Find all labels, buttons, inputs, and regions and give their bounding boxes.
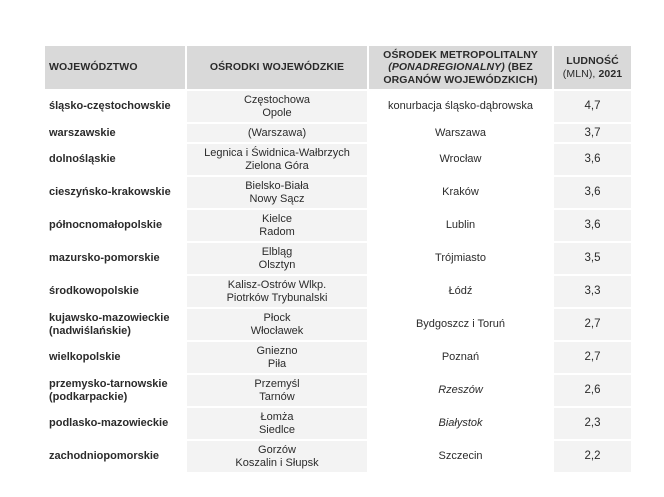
table-row [45, 124, 631, 144]
population-cell: 2,7 [554, 342, 631, 375]
metropolitan-center-cell: Szczecin [369, 441, 554, 474]
metropolitan-center-cell: Łódź [369, 276, 554, 309]
regional-centers-cell: Kielce Radom [187, 210, 369, 243]
population-cell: 2,6 [554, 375, 631, 408]
voivodeship-table [45, 46, 631, 474]
region-name-cell: podlasko-mazowieckie [45, 408, 187, 441]
population-cell: 4,7 [554, 91, 631, 124]
population-cell: 2,7 [554, 309, 631, 342]
metropolitan-center-cell: Rzeszów [369, 375, 554, 408]
population-cell: 3,7 [554, 124, 631, 144]
region-name-cell: mazursko-pomorskie [45, 243, 187, 276]
population-cell: 2,2 [554, 441, 631, 474]
regional-centers-cell: Częstochowa Opole [187, 91, 369, 124]
regional-centers-cell: Bielsko-Biała Nowy Sącz [187, 177, 369, 210]
population-cell: 3,6 [554, 210, 631, 243]
metropolitan-center-cell: Warszawa [369, 124, 554, 144]
metropolitan-center-cell: Kraków [369, 177, 554, 210]
metropolitan-center-cell: Bydgoszcz i Toruń [369, 309, 554, 342]
metropolitan-center-cell: konurbacja śląsko-dąbrowska [369, 91, 554, 124]
population-cell: 3,5 [554, 243, 631, 276]
region-name-cell: cieszyńsko-krakowskie [45, 177, 187, 210]
table-row [45, 441, 631, 474]
metropolitan-center-cell: Białystok [369, 408, 554, 441]
voivodeship-table-container [45, 46, 631, 474]
table-row [45, 210, 631, 243]
region-name-cell: środkowopolskie [45, 276, 187, 309]
table-row [45, 408, 631, 441]
metropolitan-center-cell: Poznań [369, 342, 554, 375]
table-header-row [45, 46, 631, 91]
population-cell: 3,6 [554, 177, 631, 210]
header-metro: OŚRODEK METROPOLITALNY (PONADREGIONALNY) (BEZ ORGANÓW WOJEWÓDZKICH) [369, 46, 554, 91]
table-row [45, 309, 631, 342]
table-body [45, 91, 631, 474]
header-region: WOJEWÓDZTWO [45, 46, 187, 91]
population-cell: 3,6 [554, 144, 631, 177]
region-name-cell: dolnośląskie [45, 144, 187, 177]
regional-centers-cell: Płock Włocławek [187, 309, 369, 342]
region-name-cell: warszawskie [45, 124, 187, 144]
regional-centers-cell: (Warszawa) [187, 124, 369, 144]
region-name-cell: północnomałopolskie [45, 210, 187, 243]
regional-centers-cell: Gorzów Koszalin i Słupsk [187, 441, 369, 474]
header-centers: OŚRODKI WOJEWÓDZKIE [187, 46, 369, 91]
region-name-cell: kujawsko-mazowieckie (nadwiślańskie) [45, 309, 187, 342]
metropolitan-center-cell: Lublin [369, 210, 554, 243]
regional-centers-cell: Gniezno Piła [187, 342, 369, 375]
table-row [45, 144, 631, 177]
metropolitan-center-cell: Wrocław [369, 144, 554, 177]
metropolitan-center-cell: Trójmiasto [369, 243, 554, 276]
table-row [45, 243, 631, 276]
region-name-cell: wielkopolskie [45, 342, 187, 375]
regional-centers-cell: Kalisz-Ostrów Wlkp. Piotrków Trybunalski [187, 276, 369, 309]
regional-centers-cell: Legnica i Świdnica-Wałbrzych Zielona Góra [187, 144, 369, 177]
population-cell: 3,3 [554, 276, 631, 309]
region-name-cell: przemysko-tarnowskie (podkarpackie) [45, 375, 187, 408]
regional-centers-cell: Łomża Siedlce [187, 408, 369, 441]
table-row [45, 177, 631, 210]
table-row [45, 375, 631, 408]
regional-centers-cell: Elbląg Olsztyn [187, 243, 369, 276]
table-row [45, 91, 631, 124]
header-population: LUDNOŚĆ (MLN), 2021 [554, 46, 631, 91]
regional-centers-cell: Przemyśl Tarnów [187, 375, 369, 408]
region-name-cell: śląsko-częstochowskie [45, 91, 187, 124]
region-name-cell: zachodniopomorskie [45, 441, 187, 474]
table-row [45, 342, 631, 375]
table-row [45, 276, 631, 309]
population-cell: 2,3 [554, 408, 631, 441]
